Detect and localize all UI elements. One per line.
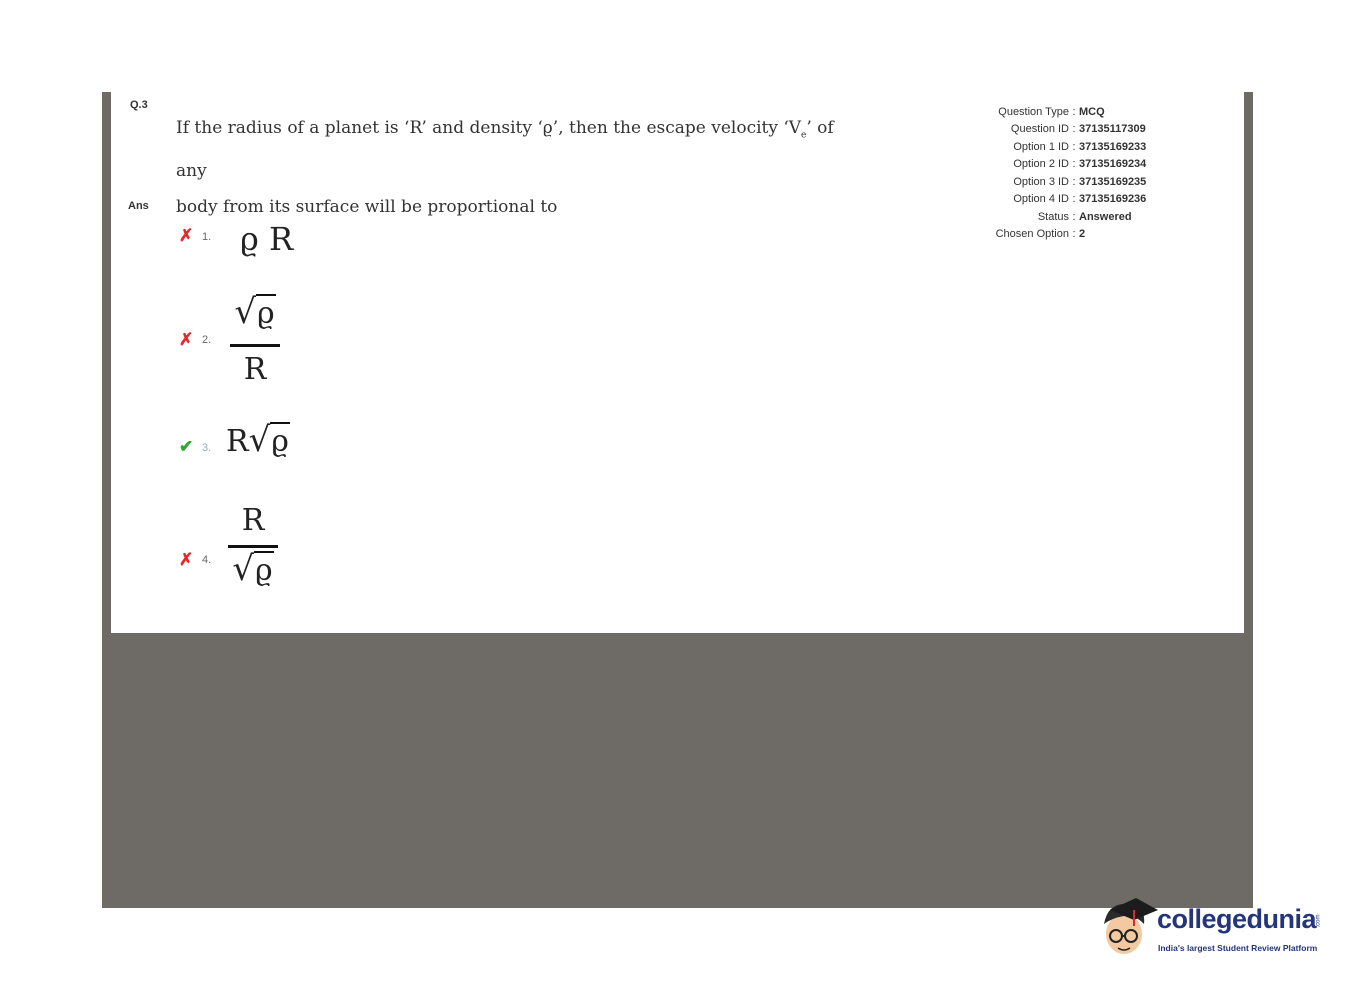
- meta-row: Chosen Option : 2: [960, 226, 1180, 244]
- fraction-numerator: R: [241, 503, 265, 538]
- meta-value: 37135117309: [1079, 123, 1146, 136]
- fraction-numerator: [230, 292, 280, 332]
- brand-tagline: India's largest Student Review Platform: [1158, 943, 1318, 953]
- meta-row: Option 1 ID : 37135169233: [960, 138, 1180, 156]
- meta-value: MCQ: [1079, 105, 1105, 118]
- radical: [232, 549, 273, 589]
- option-number: 3.: [202, 442, 212, 454]
- question-line1-end: ’ of any: [176, 118, 834, 182]
- option-4-fraction: [228, 503, 278, 603]
- meta-row: Option 4 ID : 37135169236: [960, 191, 1180, 209]
- brand-name: collegedunia: [1157, 904, 1317, 934]
- radical: [234, 292, 275, 332]
- check-icon: ✔: [179, 437, 194, 456]
- fraction-bar: [230, 344, 280, 347]
- meta-key: Question ID: [1010, 123, 1069, 136]
- fraction-bar: [228, 545, 278, 548]
- meta-row: Question Type : MCQ: [960, 103, 1180, 121]
- fraction-denominator: [228, 549, 278, 589]
- question-text: [176, 110, 856, 225]
- radical: [249, 420, 290, 460]
- meta-key: Status: [1037, 210, 1069, 223]
- meta-row: Option 3 ID : 37135169235: [960, 173, 1180, 191]
- cross-icon: ✗: [179, 330, 194, 349]
- question-subscript: e: [801, 130, 807, 141]
- sqrt-icon: √: [248, 420, 271, 460]
- question-meta: [960, 103, 1180, 243]
- meta-row: Status : Answered: [960, 208, 1180, 226]
- meta-value: 37135169236: [1079, 193, 1147, 206]
- fraction-denominator: R: [243, 352, 267, 387]
- radicand: ϱ: [255, 553, 273, 588]
- meta-key: Option 2 ID: [1013, 158, 1069, 171]
- meta-key: Question Type: [998, 105, 1069, 118]
- meta-value: Answered: [1079, 210, 1132, 223]
- cross-icon: ✗: [179, 550, 194, 569]
- option-number: 4.: [202, 554, 212, 566]
- option-number: 1.: [202, 231, 212, 243]
- meta-key: Option 4 ID: [1013, 193, 1069, 206]
- sqrt-icon: √: [234, 292, 257, 332]
- ans-label: Ans: [128, 200, 149, 212]
- radicand: ϱ: [271, 424, 289, 459]
- option-number: 2.: [202, 334, 212, 346]
- meta-key: Option 1 ID: [1013, 140, 1069, 153]
- option-3-expression: [226, 420, 290, 460]
- sqrt-icon: √: [232, 549, 255, 589]
- option-1-expression: ϱ R: [240, 220, 294, 258]
- meta-value: 37135169234: [1079, 158, 1147, 171]
- cross-icon: ✗: [179, 226, 194, 245]
- meta-value: 37135169233: [1079, 140, 1147, 153]
- meta-key: Chosen Option: [995, 228, 1069, 241]
- brand-suffix: .com: [1315, 914, 1322, 928]
- expr-lead: R: [226, 424, 249, 459]
- meta-key: Option 3 ID: [1013, 175, 1069, 188]
- question-line1: If the radius of a planet is ‘R’ and density ‘ϱ’, then the escape velocity ‘V: [176, 118, 802, 138]
- meta-row: Question ID : 37135117309: [960, 121, 1180, 139]
- question-line2: body from its surface will be proportional to: [176, 197, 558, 218]
- meta-value: 37135169235: [1079, 175, 1147, 188]
- meta-value: 2: [1079, 228, 1086, 241]
- question-number: Q.3: [130, 99, 148, 111]
- meta-row: Option 2 ID : 37135169234: [960, 156, 1180, 174]
- option-2-fraction: [230, 292, 280, 392]
- radicand: ϱ: [257, 296, 275, 331]
